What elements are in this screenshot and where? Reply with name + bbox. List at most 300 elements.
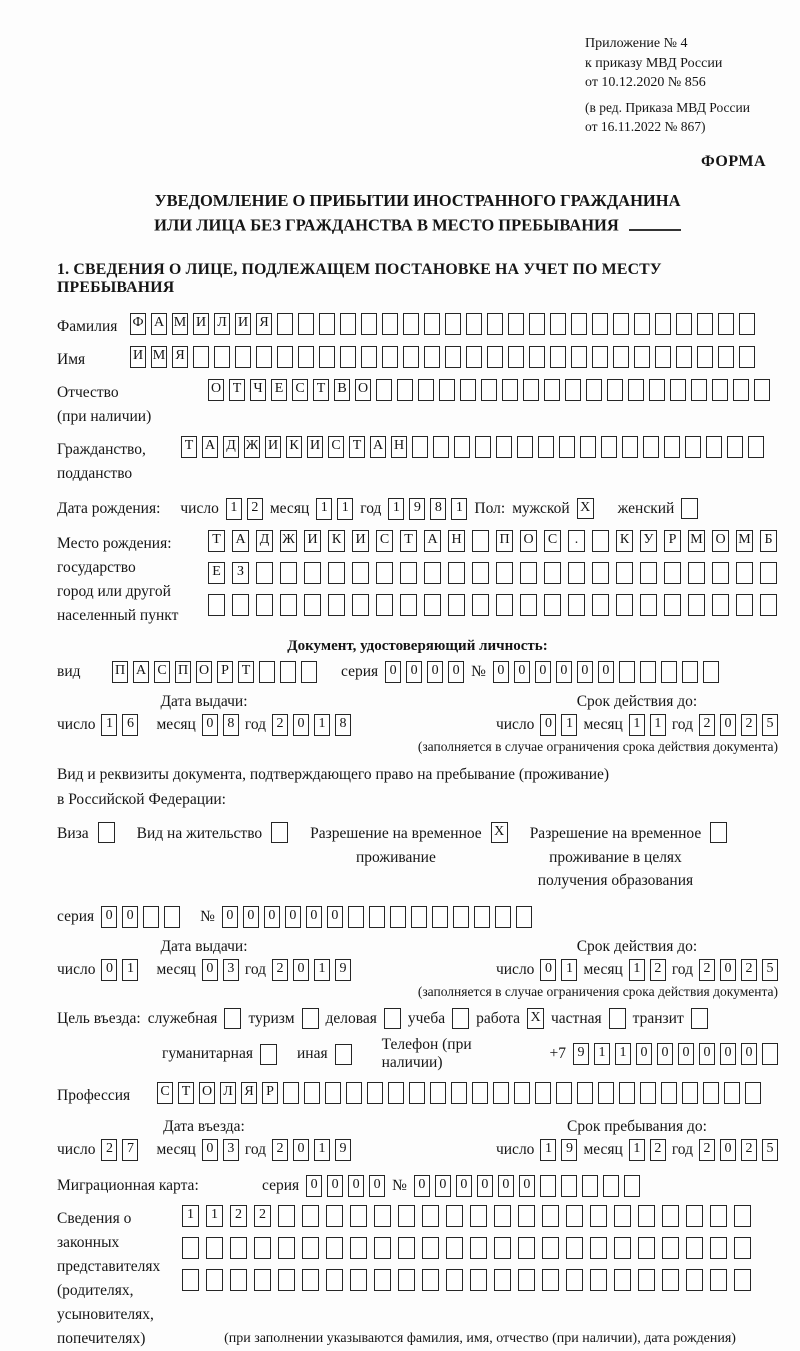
char-cell[interactable]: 5 <box>762 1139 778 1161</box>
char-cell[interactable] <box>760 562 777 584</box>
char-cell[interactable] <box>439 379 455 401</box>
char-cell[interactable] <box>382 313 398 335</box>
char-cell[interactable] <box>374 1205 391 1227</box>
char-cell[interactable] <box>302 1237 319 1259</box>
char-cell[interactable] <box>470 1269 487 1291</box>
char-cell[interactable]: С <box>292 379 308 401</box>
entry-day-cells[interactable] <box>101 1139 138 1161</box>
char-cell[interactable] <box>390 906 406 928</box>
char-cell[interactable] <box>278 1237 295 1259</box>
char-cell[interactable] <box>319 346 335 368</box>
char-cell[interactable]: Н <box>391 436 407 458</box>
char-cell[interactable]: И <box>193 313 209 335</box>
char-cell[interactable] <box>614 1205 631 1227</box>
char-cell[interactable] <box>550 346 566 368</box>
char-cell[interactable]: 1 <box>540 1139 556 1161</box>
char-cell[interactable]: С <box>328 436 344 458</box>
char-cell[interactable]: О <box>196 661 212 683</box>
char-cell[interactable] <box>542 1237 559 1259</box>
char-cell[interactable]: О <box>712 530 729 552</box>
char-cell[interactable] <box>254 1269 271 1291</box>
char-cell[interactable] <box>634 313 650 335</box>
char-cell[interactable] <box>592 530 609 552</box>
char-cell[interactable] <box>542 1269 559 1291</box>
char-cell[interactable]: Ч <box>250 379 266 401</box>
char-cell[interactable] <box>571 346 587 368</box>
char-cell[interactable] <box>638 1237 655 1259</box>
char-cell[interactable] <box>409 1082 425 1104</box>
char-cell[interactable] <box>712 562 729 584</box>
char-cell[interactable] <box>278 1205 295 1227</box>
char-cell[interactable] <box>206 1237 223 1259</box>
char-cell[interactable]: М <box>688 530 705 552</box>
char-cell[interactable] <box>590 1205 607 1227</box>
char-cell[interactable] <box>495 906 511 928</box>
char-cell[interactable] <box>592 562 609 584</box>
char-cell[interactable]: 0 <box>369 1175 385 1197</box>
char-cell[interactable] <box>446 1205 463 1227</box>
char-cell[interactable] <box>214 346 230 368</box>
char-cell[interactable] <box>691 379 707 401</box>
char-cell[interactable] <box>398 1205 415 1227</box>
stay-until-day-cells[interactable] <box>540 1139 577 1161</box>
char-cell[interactable] <box>638 1205 655 1227</box>
birth-day-cells[interactable] <box>226 498 263 520</box>
stay-issue-day-cells[interactable] <box>101 959 138 981</box>
char-cell[interactable] <box>280 594 297 616</box>
char-cell[interactable] <box>466 346 482 368</box>
char-cell[interactable]: В <box>334 379 350 401</box>
char-cell[interactable]: 1 <box>594 1043 610 1065</box>
identity-expiry-month-cells[interactable] <box>629 714 666 736</box>
char-cell[interactable] <box>619 661 635 683</box>
char-cell[interactable]: А <box>133 661 149 683</box>
char-cell[interactable]: Л <box>220 1082 236 1104</box>
char-cell[interactable]: 0 <box>540 959 556 981</box>
char-cell[interactable] <box>664 436 680 458</box>
char-cell[interactable] <box>424 346 440 368</box>
char-cell[interactable]: М <box>736 530 753 552</box>
char-cell[interactable]: Р <box>664 530 681 552</box>
char-cell[interactable] <box>430 1082 446 1104</box>
char-cell[interactable] <box>613 346 629 368</box>
char-cell[interactable] <box>566 1237 583 1259</box>
stay-doc-num-cells[interactable] <box>222 906 532 928</box>
char-cell[interactable] <box>350 1237 367 1259</box>
char-cell[interactable]: 0 <box>477 1175 493 1197</box>
purpose-other-checkbox[interactable] <box>335 1044 352 1065</box>
char-cell[interactable]: 0 <box>101 959 117 981</box>
char-cell[interactable] <box>400 562 417 584</box>
char-cell[interactable] <box>517 436 533 458</box>
char-cell[interactable]: Ф <box>130 313 146 335</box>
char-cell[interactable] <box>718 313 734 335</box>
char-cell[interactable] <box>424 562 441 584</box>
char-cell[interactable] <box>325 1082 341 1104</box>
char-cell[interactable] <box>328 594 345 616</box>
char-cell[interactable]: 0 <box>264 906 280 928</box>
char-cell[interactable]: 0 <box>741 1043 757 1065</box>
residence-permit-checkbox[interactable] <box>271 822 288 843</box>
char-cell[interactable]: 1 <box>101 714 117 736</box>
char-cell[interactable]: 0 <box>514 661 530 683</box>
char-cell[interactable] <box>326 1237 343 1259</box>
char-cell[interactable] <box>745 1082 761 1104</box>
birth-year-cells[interactable] <box>388 498 467 520</box>
char-cell[interactable]: Е <box>271 379 287 401</box>
char-cell[interactable] <box>565 379 581 401</box>
char-cell[interactable] <box>622 436 638 458</box>
char-cell[interactable] <box>319 313 335 335</box>
char-cell[interactable] <box>598 1082 614 1104</box>
char-cell[interactable] <box>254 1237 271 1259</box>
char-cell[interactable]: 1 <box>615 1043 631 1065</box>
char-cell[interactable]: 0 <box>293 1139 309 1161</box>
char-cell[interactable] <box>259 661 275 683</box>
char-cell[interactable] <box>634 346 650 368</box>
char-cell[interactable] <box>686 1237 703 1259</box>
char-cell[interactable] <box>619 1082 635 1104</box>
char-cell[interactable]: И <box>235 313 251 335</box>
patronymic-cells[interactable] <box>208 379 770 401</box>
char-cell[interactable] <box>760 594 777 616</box>
birth-month-cells[interactable] <box>316 498 353 520</box>
char-cell[interactable]: Р <box>262 1082 278 1104</box>
purpose-private-checkbox[interactable] <box>609 1008 626 1029</box>
char-cell[interactable]: 0 <box>678 1043 694 1065</box>
char-cell[interactable] <box>590 1269 607 1291</box>
char-cell[interactable] <box>616 562 633 584</box>
char-cell[interactable] <box>422 1205 439 1227</box>
identity-doc-kind-cells[interactable] <box>112 661 317 683</box>
char-cell[interactable] <box>724 1082 740 1104</box>
char-cell[interactable]: Р <box>217 661 233 683</box>
char-cell[interactable]: 0 <box>427 661 443 683</box>
char-cell[interactable]: 2 <box>247 498 263 520</box>
char-cell[interactable]: 9 <box>335 1139 351 1161</box>
char-cell[interactable] <box>340 313 356 335</box>
char-cell[interactable] <box>710 1237 727 1259</box>
char-cell[interactable] <box>670 379 686 401</box>
char-cell[interactable] <box>628 379 644 401</box>
char-cell[interactable] <box>649 379 665 401</box>
char-cell[interactable] <box>445 346 461 368</box>
char-cell[interactable]: 0 <box>202 1139 218 1161</box>
char-cell[interactable]: Н <box>448 530 465 552</box>
char-cell[interactable] <box>374 1237 391 1259</box>
char-cell[interactable]: Т <box>178 1082 194 1104</box>
char-cell[interactable] <box>582 1175 598 1197</box>
birth-place-cells-1[interactable] <box>208 530 777 552</box>
char-cell[interactable]: Т <box>208 530 225 552</box>
char-cell[interactable] <box>164 906 180 928</box>
char-cell[interactable] <box>592 313 608 335</box>
char-cell[interactable]: И <box>352 530 369 552</box>
char-cell[interactable]: И <box>307 436 323 458</box>
char-cell[interactable]: 1 <box>226 498 242 520</box>
char-cell[interactable] <box>403 313 419 335</box>
char-cell[interactable]: 0 <box>285 906 301 928</box>
char-cell[interactable]: 2 <box>699 959 715 981</box>
char-cell[interactable] <box>352 594 369 616</box>
stay-until-month-cells[interactable] <box>629 1139 666 1161</box>
char-cell[interactable] <box>614 1269 631 1291</box>
char-cell[interactable] <box>577 1082 593 1104</box>
char-cell[interactable]: О <box>520 530 537 552</box>
char-cell[interactable]: Л <box>214 313 230 335</box>
char-cell[interactable] <box>496 436 512 458</box>
char-cell[interactable] <box>304 1082 320 1104</box>
char-cell[interactable] <box>496 594 513 616</box>
char-cell[interactable] <box>664 562 681 584</box>
char-cell[interactable]: И <box>265 436 281 458</box>
char-cell[interactable] <box>682 1082 698 1104</box>
char-cell[interactable] <box>398 1237 415 1259</box>
char-cell[interactable]: 0 <box>720 1043 736 1065</box>
char-cell[interactable] <box>350 1205 367 1227</box>
char-cell[interactable]: А <box>202 436 218 458</box>
char-cell[interactable] <box>697 313 713 335</box>
char-cell[interactable] <box>470 1237 487 1259</box>
char-cell[interactable] <box>361 346 377 368</box>
char-cell[interactable]: 0 <box>636 1043 652 1065</box>
birth-place-cells-3[interactable] <box>208 594 777 616</box>
char-cell[interactable] <box>346 1082 362 1104</box>
char-cell[interactable]: 2 <box>101 1139 117 1161</box>
char-cell[interactable] <box>586 379 602 401</box>
char-cell[interactable] <box>466 313 482 335</box>
char-cell[interactable] <box>182 1269 199 1291</box>
identity-doc-seria-cells[interactable] <box>385 661 464 683</box>
char-cell[interactable] <box>592 594 609 616</box>
char-cell[interactable]: 0 <box>243 906 259 928</box>
stay-doc-seria-cells[interactable] <box>101 906 180 928</box>
char-cell[interactable] <box>472 1082 488 1104</box>
purpose-study-checkbox[interactable] <box>452 1008 469 1029</box>
char-cell[interactable] <box>682 661 698 683</box>
char-cell[interactable]: 0 <box>202 959 218 981</box>
char-cell[interactable] <box>508 346 524 368</box>
char-cell[interactable]: 8 <box>335 714 351 736</box>
char-cell[interactable] <box>607 379 623 401</box>
char-cell[interactable] <box>624 1175 640 1197</box>
char-cell[interactable] <box>208 594 225 616</box>
char-cell[interactable] <box>655 313 671 335</box>
char-cell[interactable] <box>748 436 764 458</box>
char-cell[interactable] <box>518 1205 535 1227</box>
char-cell[interactable]: 0 <box>306 1175 322 1197</box>
char-cell[interactable]: Т <box>313 379 329 401</box>
char-cell[interactable] <box>601 436 617 458</box>
char-cell[interactable] <box>475 436 491 458</box>
char-cell[interactable] <box>422 1237 439 1259</box>
char-cell[interactable]: 0 <box>456 1175 472 1197</box>
stay-expiry-month-cells[interactable] <box>629 959 666 981</box>
char-cell[interactable]: 0 <box>535 661 551 683</box>
char-cell[interactable] <box>566 1269 583 1291</box>
char-cell[interactable] <box>494 1205 511 1227</box>
purpose-humanitarian-checkbox[interactable] <box>260 1044 277 1065</box>
char-cell[interactable] <box>433 436 449 458</box>
char-cell[interactable]: Т <box>349 436 365 458</box>
char-cell[interactable] <box>400 594 417 616</box>
char-cell[interactable] <box>538 436 554 458</box>
char-cell[interactable]: 2 <box>272 1139 288 1161</box>
char-cell[interactable] <box>556 1082 572 1104</box>
char-cell[interactable]: П <box>496 530 513 552</box>
char-cell[interactable] <box>592 346 608 368</box>
char-cell[interactable]: 0 <box>385 661 401 683</box>
char-cell[interactable]: О <box>208 379 224 401</box>
char-cell[interactable]: 1 <box>122 959 138 981</box>
char-cell[interactable]: 9 <box>573 1043 589 1065</box>
char-cell[interactable]: 0 <box>577 661 593 683</box>
char-cell[interactable] <box>544 379 560 401</box>
char-cell[interactable] <box>494 1237 511 1259</box>
char-cell[interactable]: 0 <box>101 906 117 928</box>
identity-issue-month-cells[interactable] <box>202 714 239 736</box>
char-cell[interactable] <box>640 562 657 584</box>
migration-card-num-cells[interactable] <box>414 1175 640 1197</box>
char-cell[interactable] <box>235 346 251 368</box>
char-cell[interactable]: А <box>370 436 386 458</box>
char-cell[interactable]: 3 <box>223 959 239 981</box>
char-cell[interactable] <box>348 906 364 928</box>
char-cell[interactable] <box>446 1269 463 1291</box>
char-cell[interactable]: З <box>232 562 249 584</box>
char-cell[interactable] <box>403 346 419 368</box>
char-cell[interactable]: Б <box>760 530 777 552</box>
char-cell[interactable]: С <box>544 530 561 552</box>
char-cell[interactable]: 6 <box>122 714 138 736</box>
char-cell[interactable] <box>566 1205 583 1227</box>
char-cell[interactable]: Я <box>172 346 188 368</box>
char-cell[interactable] <box>518 1269 535 1291</box>
char-cell[interactable] <box>496 562 513 584</box>
char-cell[interactable] <box>326 1205 343 1227</box>
char-cell[interactable] <box>706 436 722 458</box>
char-cell[interactable] <box>640 1082 656 1104</box>
char-cell[interactable] <box>703 1082 719 1104</box>
char-cell[interactable] <box>448 594 465 616</box>
char-cell[interactable]: 1 <box>314 1139 330 1161</box>
char-cell[interactable] <box>302 1269 319 1291</box>
char-cell[interactable] <box>326 1269 343 1291</box>
char-cell[interactable] <box>661 1082 677 1104</box>
char-cell[interactable] <box>520 562 537 584</box>
char-cell[interactable] <box>640 594 657 616</box>
char-cell[interactable] <box>277 313 293 335</box>
char-cell[interactable] <box>568 562 585 584</box>
temp-residence-checkbox[interactable]: X <box>491 822 508 843</box>
char-cell[interactable] <box>529 313 545 335</box>
char-cell[interactable] <box>734 1269 751 1291</box>
char-cell[interactable]: 2 <box>272 714 288 736</box>
char-cell[interactable] <box>686 1205 703 1227</box>
identity-expiry-day-cells[interactable] <box>540 714 577 736</box>
char-cell[interactable] <box>193 346 209 368</box>
char-cell[interactable] <box>446 1237 463 1259</box>
representatives-cells-1[interactable] <box>182 1205 751 1227</box>
char-cell[interactable] <box>616 594 633 616</box>
char-cell[interactable] <box>448 562 465 584</box>
char-cell[interactable]: 1 <box>337 498 353 520</box>
char-cell[interactable] <box>424 313 440 335</box>
char-cell[interactable] <box>688 594 705 616</box>
char-cell[interactable]: 1 <box>451 498 467 520</box>
char-cell[interactable] <box>494 1269 511 1291</box>
char-cell[interactable] <box>283 1082 299 1104</box>
char-cell[interactable] <box>230 1269 247 1291</box>
purpose-official-checkbox[interactable] <box>224 1008 241 1029</box>
stay-issue-year-cells[interactable] <box>272 959 351 981</box>
char-cell[interactable]: 1 <box>206 1205 223 1227</box>
char-cell[interactable] <box>516 906 532 928</box>
char-cell[interactable]: К <box>328 530 345 552</box>
surname-cells[interactable] <box>130 313 755 335</box>
gender-male-checkbox[interactable]: X <box>577 498 594 519</box>
char-cell[interactable] <box>710 1205 727 1227</box>
char-cell[interactable]: 9 <box>335 959 351 981</box>
char-cell[interactable]: Т <box>400 530 417 552</box>
char-cell[interactable]: 0 <box>720 959 736 981</box>
char-cell[interactable] <box>643 436 659 458</box>
char-cell[interactable]: О <box>199 1082 215 1104</box>
char-cell[interactable] <box>361 313 377 335</box>
char-cell[interactable] <box>487 313 503 335</box>
citizenship-cells[interactable] <box>181 436 764 458</box>
char-cell[interactable] <box>301 661 317 683</box>
char-cell[interactable] <box>712 379 728 401</box>
char-cell[interactable] <box>518 1237 535 1259</box>
representatives-cells-3[interactable] <box>182 1269 751 1291</box>
char-cell[interactable]: Ж <box>280 530 297 552</box>
char-cell[interactable]: 0 <box>306 906 322 928</box>
char-cell[interactable]: И <box>304 530 321 552</box>
temp-residence-edu-checkbox[interactable] <box>710 822 727 843</box>
char-cell[interactable] <box>520 594 537 616</box>
char-cell[interactable]: К <box>616 530 633 552</box>
char-cell[interactable]: 2 <box>699 714 715 736</box>
char-cell[interactable]: 0 <box>406 661 422 683</box>
char-cell[interactable]: А <box>424 530 441 552</box>
char-cell[interactable]: 0 <box>720 714 736 736</box>
char-cell[interactable] <box>376 562 393 584</box>
char-cell[interactable] <box>733 379 749 401</box>
char-cell[interactable]: Т <box>181 436 197 458</box>
char-cell[interactable] <box>734 1237 751 1259</box>
char-cell[interactable] <box>734 1205 751 1227</box>
char-cell[interactable]: 0 <box>493 661 509 683</box>
char-cell[interactable]: 0 <box>293 959 309 981</box>
char-cell[interactable]: 2 <box>741 959 757 981</box>
char-cell[interactable]: 1 <box>629 714 645 736</box>
char-cell[interactable] <box>662 1269 679 1291</box>
char-cell[interactable]: А <box>151 313 167 335</box>
char-cell[interactable] <box>398 1269 415 1291</box>
char-cell[interactable] <box>278 1269 295 1291</box>
birth-place-cells-2[interactable] <box>208 562 777 584</box>
identity-issue-day-cells[interactable] <box>101 714 138 736</box>
char-cell[interactable] <box>374 1269 391 1291</box>
char-cell[interactable]: 0 <box>435 1175 451 1197</box>
char-cell[interactable] <box>550 313 566 335</box>
char-cell[interactable] <box>571 313 587 335</box>
char-cell[interactable] <box>422 1269 439 1291</box>
entry-month-cells[interactable] <box>202 1139 239 1161</box>
visa-checkbox[interactable] <box>98 822 115 843</box>
char-cell[interactable]: 5 <box>762 959 778 981</box>
